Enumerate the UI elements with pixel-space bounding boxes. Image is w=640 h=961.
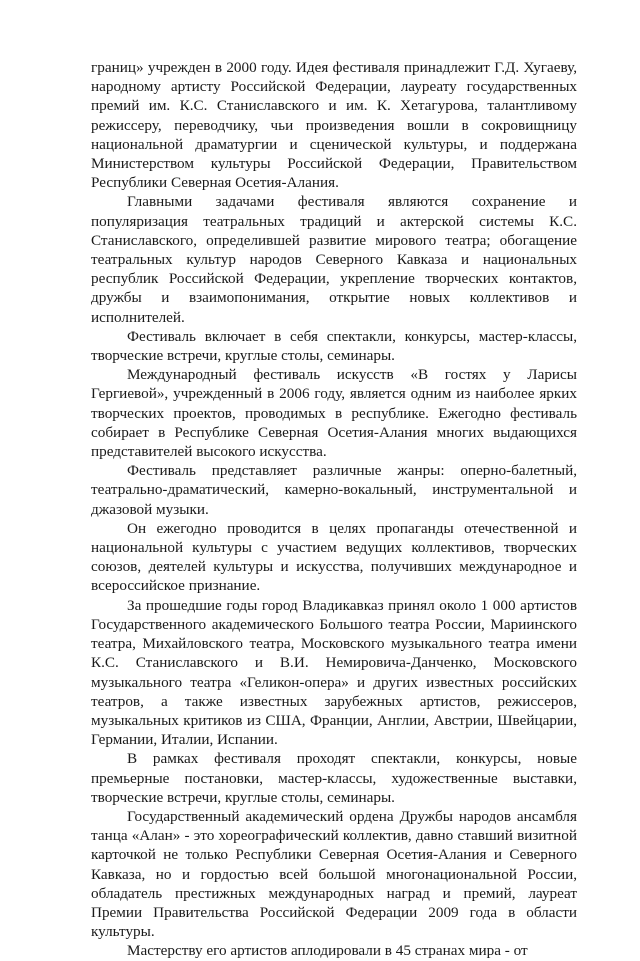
paragraph: Государственный академический ордена Дружбы народов ансамбля танца «Алан» - это хореографический коллектив, давно ставший визитной карточкой не только Республики Северная Осетия-Алания и Северного Кавказа, но и гордостью всей большой многонациональной России, обладатель престижных международных наград и премий, лауреат Премии Правительства Российской Федерации 2009 года в области культуры. xyxy=(91,807,577,941)
paragraph: Международный фестиваль искусств «В гостях у Ларисы Гергиевой», учрежденный в 2006 году, является одним из наиболее ярких творческих проектов, проводимых в республике. Ежегодно фестиваль собирает в Республике Северная Осетия-Алания многих выдающихся представителей высокого искусства. xyxy=(91,366,577,461)
paragraph: Главными задачами фестиваля являются сохранение и популяризация театральных традиций и актерской системы К.С. Станиславского, определившей развитие мирового театра; обогащение театральных культур народов Северного Кавказа и национальных республик Российской Федерации, укрепление творческих контактов, дружбы и взаимопонимания, открытие новых коллективов и исполнителей. xyxy=(91,193,577,326)
paragraph: Он ежегодно проводится в целях пропаганды отечественной и национальной культуры с участием ведущих коллективов, творческих союзов, деятелей культуры и искусства, получивших международное и всероссийское признание. xyxy=(91,519,577,595)
paragraph: За прошедшие годы город Владикавказ принял около 1 000 артистов Государственного академического Большого театра России, Мариинского театра, Михайловского театра, Московского музыкального театра имени К.С. Станиславского и В.И. Немировича-Данченко, Московского музыкального театра «Геликон-опера» и других известных российских театров, а также известных зарубежных артистов, режиссеров, музыкальных критиков из США, Франции, Англии, Австрии, Швейцарии, Германии, Италии, Испании. xyxy=(91,596,577,749)
paragraph: границ» учрежден в 2000 году. Идея фестиваля принадлежит Г.Д. Хугаеву, народному артисту Российской Федерации, лауреату государственных премий им. К.С. Станиславского и им. К. Хетагурова, талантливому режиссеру, переводчику, чьи произведения вошли в сокровищницу национальной драматургии и сценической культуры, и поддержана Министерством культуры Российской Федерации, Правительством Республики Северная Осетия-Алания. xyxy=(91,59,577,192)
paragraph: Мастерству его артистов аплодировали в 45 странах мира - от xyxy=(127,942,528,960)
paragraph: В рамках фестиваля проходят спектакли, конкурсы, новые премьерные постановки, мастер-классы, художественные выставки, творческие встречи, круглые столы, семинары. xyxy=(91,750,577,806)
document-body xyxy=(91,58,577,961)
paragraph: Фестиваль представляет различные жанры: оперно-балетный, театрально-драматический, камерно-вокальный, инструментальной и джазовой музыки. xyxy=(91,462,577,518)
paragraph: Фестиваль включает в себя спектакли, конкурсы, мастер-классы, творческие встречи, круглые столы, семинары. xyxy=(91,327,577,365)
